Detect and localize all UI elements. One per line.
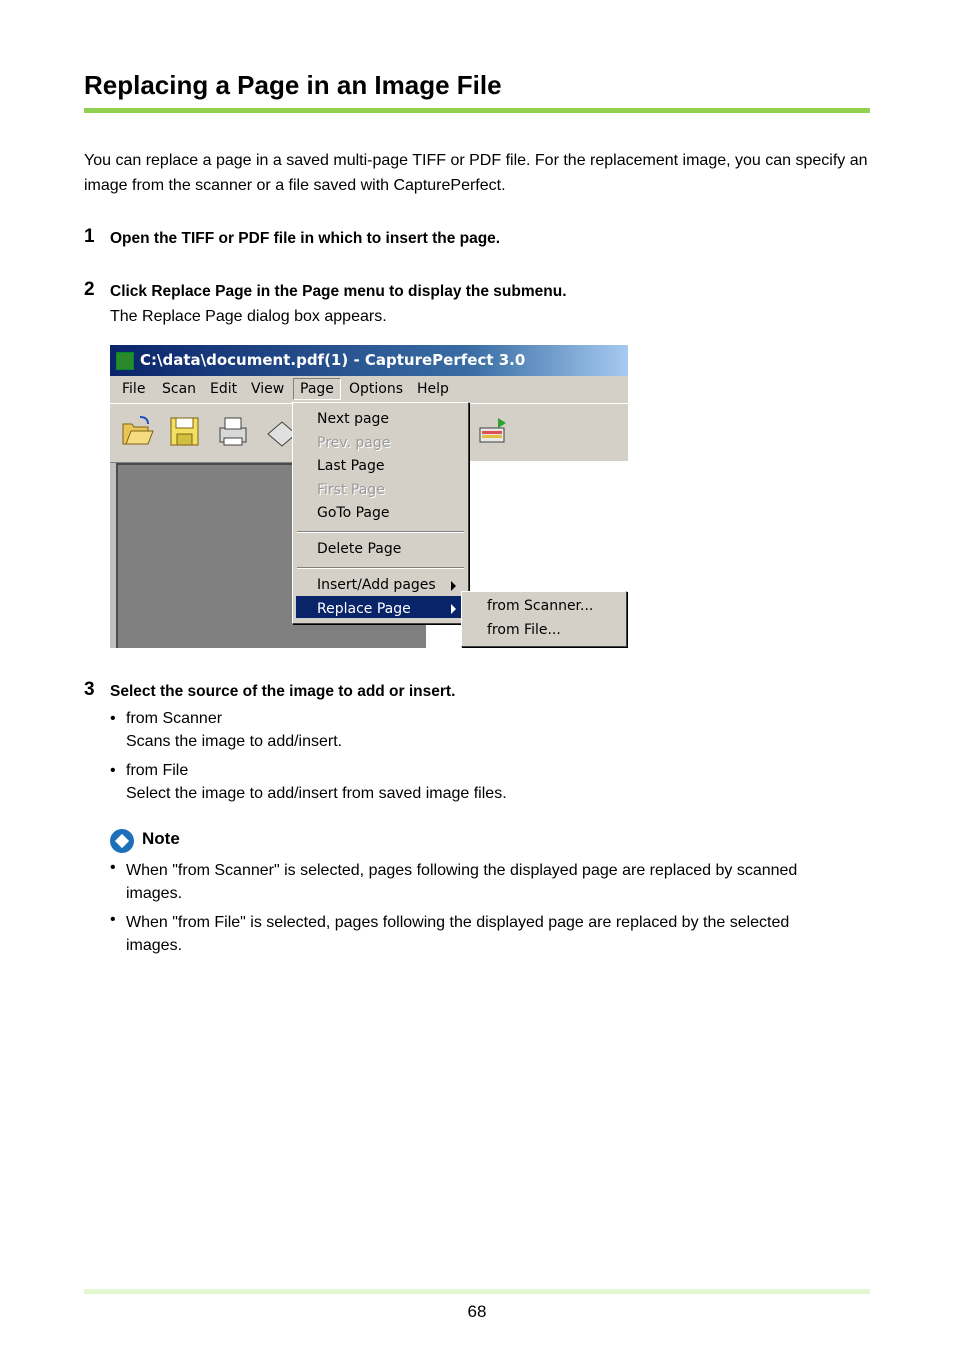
step-number: 2 [84, 279, 95, 300]
source-name: from Scanner [126, 710, 223, 727]
menu-item-replace-page[interactable]: Replace Page [317, 601, 411, 617]
submenu-from-scanner[interactable]: from Scanner... [487, 598, 594, 614]
step-text: Select the source of the image to add or insert. [110, 683, 456, 700]
page-title: Replacing a Page in an Image File [84, 70, 502, 100]
menu-item-first-page: First Page [317, 482, 385, 498]
footer-rule [84, 1289, 870, 1294]
menu-edit[interactable]: Edit [210, 381, 238, 397]
note-item: When "from Scanner" is selected, pages following the displayed page are replaced by scanned images. [126, 862, 798, 902]
menu-bar [110, 376, 628, 403]
menu-page[interactable]: Page [293, 378, 341, 400]
note-icon [110, 829, 134, 853]
submenu-arrow-icon [451, 604, 456, 614]
bullet: • [110, 762, 116, 779]
submenu-from-file[interactable]: from File... [487, 622, 561, 638]
save-disk-icon[interactable] [168, 414, 202, 448]
menu-scan[interactable]: Scan [162, 381, 197, 397]
window-titlebar [110, 345, 628, 376]
menu-options[interactable]: Options [349, 381, 404, 397]
menu-item-last-page[interactable]: Last Page [317, 458, 385, 474]
bullet: • [110, 859, 116, 876]
step-text: Click Replace Page in the Page menu to display the submenu. [110, 283, 567, 300]
menu-item-prev-page: Prev. page [317, 435, 391, 451]
color-mode-icon[interactable] [476, 414, 510, 448]
note-title: Note [142, 829, 180, 848]
menu-separator [297, 531, 464, 533]
menu-separator [297, 567, 464, 569]
menu-item-goto-page[interactable]: GoTo Page [317, 505, 390, 521]
step-number: 3 [84, 679, 95, 700]
bullet: • [110, 710, 116, 727]
source-name: from File [126, 762, 189, 779]
menu-item-insert-add-pages[interactable]: Insert/Add pages [317, 577, 436, 593]
note-item: When "from File" is selected, pages following the displayed page are replaced by the selected images. [126, 914, 790, 954]
title-underline [84, 108, 870, 113]
page-menu-dropdown [292, 402, 469, 624]
step-number: 1 [84, 226, 95, 247]
submenu-arrow-icon [451, 581, 456, 591]
menu-item-next-page[interactable]: Next page [317, 411, 390, 427]
source-description: Scans the image to add/insert. [126, 733, 343, 750]
source-description: Select the image to add/insert from saved image files. [126, 785, 507, 802]
menu-help[interactable]: Help [417, 381, 449, 397]
print-icon[interactable] [216, 414, 250, 448]
app-screenshot [110, 345, 628, 648]
step-text: Open the TIFF or PDF file in which to insert the page. [110, 230, 501, 247]
open-folder-icon[interactable] [120, 414, 154, 448]
window-title: C:\data\document.pdf(1) - CapturePerfect 3.0 [140, 351, 526, 369]
menu-view[interactable]: View [251, 381, 285, 397]
menu-file[interactable]: File [122, 381, 146, 397]
step-detail: The Replace Page dialog box appears. [110, 308, 387, 325]
replace-page-submenu [461, 591, 627, 647]
menu-item-delete-page[interactable]: Delete Page [317, 541, 402, 557]
bullet: • [110, 911, 116, 928]
page-number: 68 [467, 1302, 487, 1321]
intro-paragraph: You can replace a page in a saved multi-page TIFF or PDF file. For the replacement image, you can specify an image from the scanner or a file saved with CapturePerfect. [84, 152, 868, 194]
app-icon [116, 352, 134, 370]
